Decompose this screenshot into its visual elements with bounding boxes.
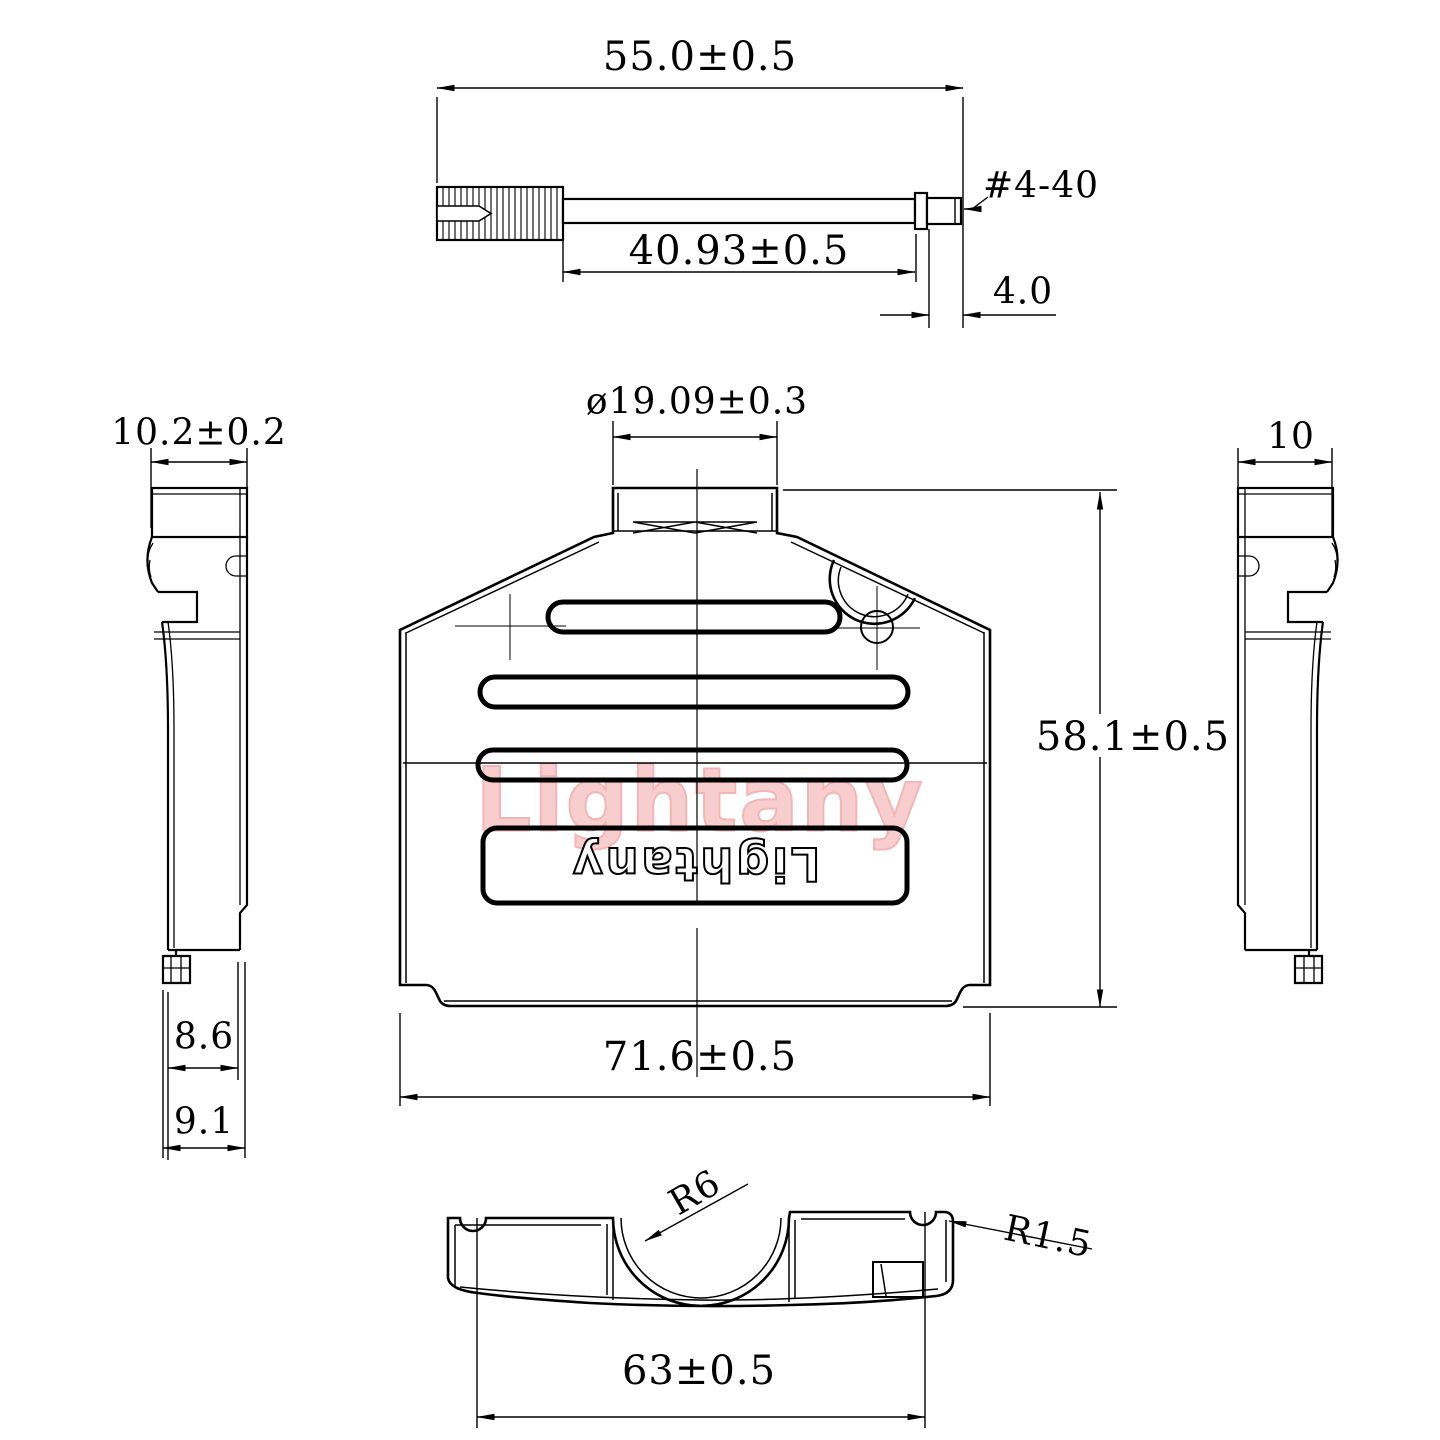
dim-overall-length: 55.0±0.5 bbox=[602, 34, 798, 80]
brand-label-embossed: Lightany bbox=[569, 837, 821, 891]
dim-thread-length: 4.0 bbox=[992, 271, 1054, 313]
dim-left-bottom-outer: 9.1 bbox=[173, 1101, 235, 1143]
dim-left-top-width: 10.2±0.2 bbox=[111, 412, 287, 454]
bottom-view-drawing bbox=[448, 1212, 953, 1306]
dim-shaft-length: 40.93±0.5 bbox=[628, 228, 850, 274]
dim-cable-radius: R6 bbox=[662, 1162, 728, 1224]
thread-spec-callout: #4-40 bbox=[982, 165, 1100, 207]
dim-left-bottom-inner: 8.6 bbox=[173, 1016, 235, 1058]
brand-watermark: Lightany bbox=[475, 748, 925, 852]
dim-front-height: 58.1±0.5 bbox=[1035, 714, 1231, 760]
dim-bottom-width: 63±0.5 bbox=[621, 1348, 777, 1394]
front-view-drawing bbox=[400, 469, 990, 1077]
right-side-view-drawing bbox=[1238, 488, 1338, 983]
left-side-view-drawing bbox=[148, 488, 248, 983]
dim-corner-radius: R1.5 bbox=[1000, 1207, 1096, 1267]
dim-right-top-width: 10 bbox=[1267, 416, 1315, 458]
dim-cable-entry-diameter: ø19.09±0.3 bbox=[585, 381, 809, 423]
dim-front-width: 71.6±0.5 bbox=[602, 1034, 798, 1080]
